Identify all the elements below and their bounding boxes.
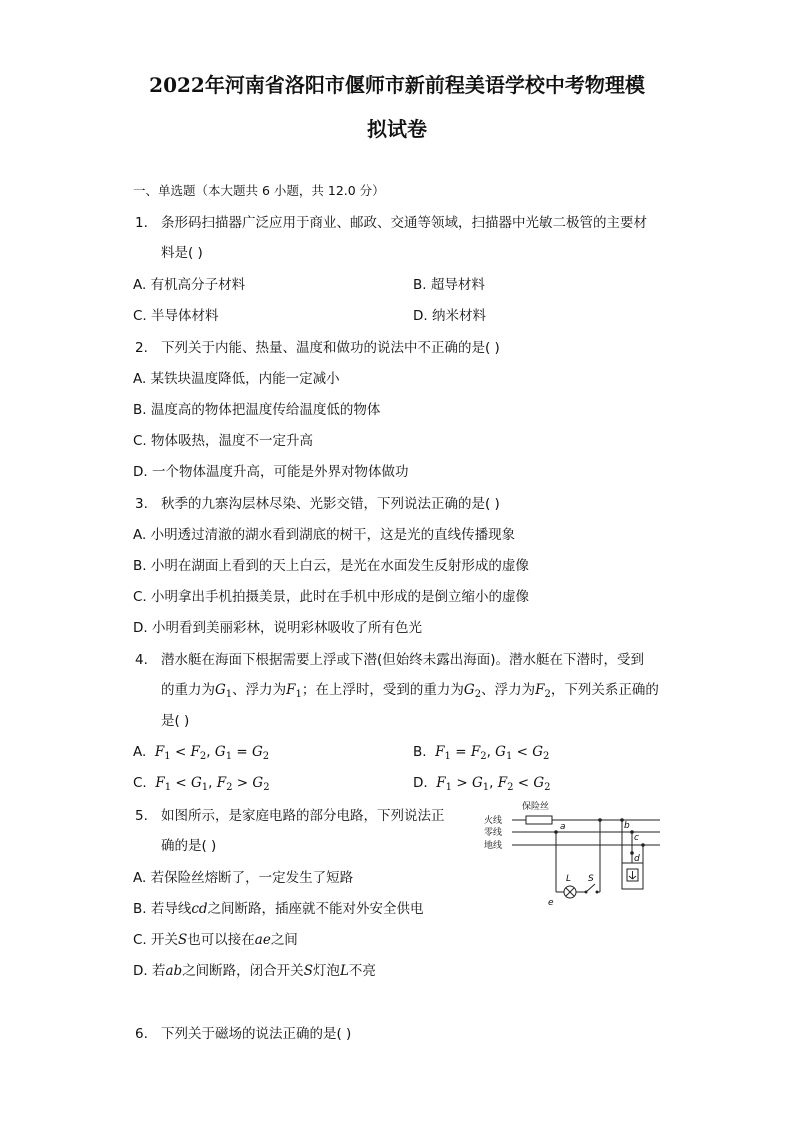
title-line-1: 2022年河南省洛阳市偃师市新前程美语学校中考物理模 bbox=[149, 73, 645, 97]
label-point-c: c bbox=[634, 833, 639, 843]
label-switch-s: S bbox=[588, 874, 594, 884]
q5-stem-line-1: 如图所示，是家庭电路的部分电路，下列说法正 bbox=[161, 808, 445, 824]
q5-option-a: A. 若保险丝熔断了，一定发生了短路 bbox=[133, 870, 354, 886]
q4-text-buoyancy-1: 、浮力为 bbox=[232, 682, 287, 698]
q1-stem-line-2: 料是( ) bbox=[161, 245, 203, 261]
q4-var-f1: $F_1$ bbox=[286, 682, 302, 700]
label-lamp-l: L bbox=[566, 874, 572, 884]
q4-var-g2: $G_2$ bbox=[463, 682, 482, 700]
q2-option-a: A. 某铁块温度降低，内能一定减小 bbox=[133, 371, 340, 387]
q1-stem-line-1: 条形码扫描器广泛应用于商业、邮政、交通等领域，扫描器中光敏二极管的主要材 bbox=[161, 215, 647, 231]
q4-stem-line-3: 是( ) bbox=[161, 713, 190, 729]
label-point-d: d bbox=[634, 854, 640, 864]
q1-option-a: A. 有机高分子材料 bbox=[133, 277, 246, 293]
q1-option-c: C. 半导体材料 bbox=[133, 308, 219, 324]
label-neutral-wire: 零线 bbox=[484, 828, 503, 838]
q4-text-tail: ，下列关系正确的 bbox=[550, 682, 659, 698]
q4-option-b: B. $F_1 = F_2$, $G_1 < G_2$ bbox=[413, 744, 550, 762]
q2-number: 2. bbox=[135, 340, 148, 356]
q1-option-d: D. 纳米材料 bbox=[413, 308, 486, 324]
q4-stem-line-1: 潜水艇在海面下根据需要上浮或下潜(但始终未露出海面)。潜水艇在下潜时，受到 bbox=[161, 652, 645, 668]
q2-option-d: D. 一个物体温度升高，可能是外界对物体做功 bbox=[133, 464, 409, 480]
section-heading: 一、单选题（本大题共 6 小题，共 12.0 分） bbox=[133, 183, 385, 198]
label-live-wire: 火线 bbox=[484, 816, 503, 826]
household-circuit-diagram bbox=[482, 797, 664, 909]
q5-stem-line-2: 确的是( ) bbox=[161, 838, 217, 854]
q6-number: 6. bbox=[135, 1026, 148, 1042]
q5-option-c: C. 开关S也可以接在ae之间 bbox=[133, 932, 298, 948]
q4-option-a: A. $F_1 < F_2$, $G_1 = G_2$ bbox=[133, 744, 270, 762]
label-fuse: 保险丝 bbox=[522, 802, 550, 812]
q4-stem-line-2 bbox=[161, 680, 659, 705]
q5-option-b: B. 若导线cd之间断路，插座就不能对外安全供电 bbox=[133, 901, 424, 917]
label-point-a: a bbox=[560, 822, 566, 832]
q5-option-d: D. 若ab之间断路，闭合开关S灯泡L不亮 bbox=[133, 963, 376, 979]
q2-option-b: B. 温度高的物体把温度传给温度低的物体 bbox=[133, 402, 381, 418]
q1-number: 1. bbox=[135, 215, 148, 231]
q3-option-c: C. 小明拿出手机拍摄美景，此时在手机中形成的是倒立缩小的虚像 bbox=[133, 589, 530, 605]
q3-option-a: A. 小明透过清澈的湖水看到湖底的树干，这是光的直线传播现象 bbox=[133, 527, 516, 543]
q3-option-d: D. 小明看到美丽彩林，说明彩林吸收了所有色光 bbox=[133, 620, 422, 636]
q2-stem: 下列关于内能、热量、温度和做功的说法中不正确的是( ) bbox=[161, 340, 500, 356]
q6-stem: 下列关于磁场的说法正确的是( ) bbox=[161, 1026, 352, 1042]
q3-option-b: B. 小明在湖面上看到的天上白云，是光在水面发生反射形成的虚像 bbox=[133, 558, 529, 574]
q4-text-gravity-2: ；在上浮时，受到的重力为 bbox=[301, 682, 464, 698]
q4-option-c: C. $F_1 < G_1$, $F_2 > G_2$ bbox=[133, 775, 270, 793]
q2-option-c: C. 物体吸热，温度不一定升高 bbox=[133, 433, 314, 449]
q3-number: 3. bbox=[135, 496, 148, 512]
title-line-2: 拟试卷 bbox=[367, 117, 427, 141]
q5-number: 5. bbox=[135, 808, 148, 824]
label-point-e: e bbox=[548, 898, 554, 908]
q4-option-d: D. $F_1 > G_1$, $F_2 < G_2$ bbox=[413, 775, 551, 793]
q4-var-f2: $F_2$ bbox=[535, 682, 551, 700]
q4-text-gravity-1: 的重力为 bbox=[161, 682, 215, 698]
label-point-b: b bbox=[624, 821, 630, 831]
q4-text-buoyancy-2: 、浮力为 bbox=[481, 682, 536, 698]
label-ground-wire: 地线 bbox=[484, 841, 503, 851]
q1-option-b: B. 超导材料 bbox=[413, 277, 485, 293]
q4-var-g1: $G_1$ bbox=[215, 682, 233, 700]
q3-stem: 秋季的九寨沟层林尽染、光影交错，下列说法正确的是( ) bbox=[161, 496, 500, 512]
q4-number: 4. bbox=[135, 652, 148, 668]
